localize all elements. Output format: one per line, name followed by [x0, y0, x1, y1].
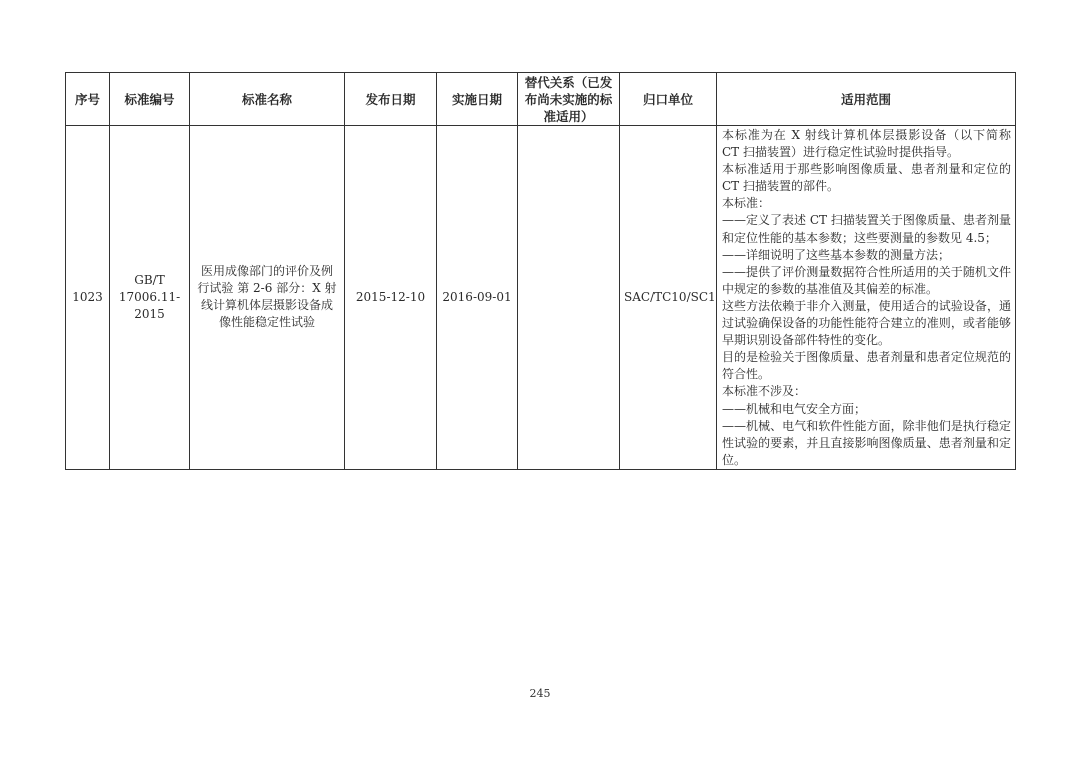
- scope-paragraph: 本标准不涉及：: [722, 384, 807, 399]
- header-scope: 适用范围: [717, 73, 1016, 126]
- header-std-no: 标准编号: [110, 73, 190, 126]
- header-std-name: 标准名称: [190, 73, 345, 126]
- scope-paragraph: ——定义了表述 CT 扫描装置关于图像质量、患者剂量和定位性能的基本参数；这些要测量的参数见 4.5；: [722, 213, 1011, 245]
- scope-paragraph: 这些方法依赖于非介入测量，使用适合的试验设备，通过试验确保设备的功能性能符合建立的准则，或者能够早期识别设备部件特性的变化。: [722, 298, 1011, 348]
- page-number: 245: [529, 687, 551, 700]
- scope-paragraph: ——详细说明了这些基本参数的测量方法；: [722, 247, 951, 262]
- scope-paragraph: ——机械、电气和软件性能方面，除非他们是执行稳定性试验的要素，并且直接影响图像质量、患者剂量和定位。: [722, 418, 1011, 467]
- scope-paragraph: ——提供了评价测量数据符合性所适用的关于随机文件中规定的参数的基准值及其偏差的标准。: [722, 264, 1011, 296]
- scope-paragraph: ——机械和电气安全方面；: [722, 401, 867, 416]
- cell-std-no: GB/T 17006.11-2015: [110, 126, 190, 470]
- table-row: [66, 126, 1016, 470]
- cell-publish-date: 2015-12-10: [345, 126, 437, 470]
- header-publish-date: 发布日期: [345, 73, 437, 126]
- standards-table: [65, 72, 1016, 470]
- scope-paragraph: 本标准为在 X 射线计算机体层摄影设备（以下简称 CT 扫描装置）进行稳定性试验时提供指导。: [722, 128, 1011, 160]
- scope-paragraph: 本标准：: [722, 196, 771, 211]
- cell-unit: SAC/TC10/SC1: [620, 126, 717, 470]
- header-seq: 序号: [66, 73, 110, 126]
- scope-paragraph: 本标准适用于那些影响图像质量、患者剂量和定位的 CT 扫描装置的部件。: [722, 162, 1011, 194]
- table-header-row: [66, 73, 1016, 126]
- cell-effective-date: 2016-09-01: [437, 126, 518, 470]
- cell-seq: 1023: [66, 126, 110, 470]
- cell-std-name: 医用成像部门的评价及例行试验 第 2-6 部分：X 射线计算机体层摄影设备成像性能稳定性试验: [190, 126, 345, 470]
- cell-replace: [518, 126, 620, 470]
- header-unit: 归口单位: [620, 73, 717, 126]
- header-replace: 替代关系（已发布尚未实施的标准适用）: [518, 73, 620, 126]
- header-effective-date: 实施日期: [437, 73, 518, 126]
- cell-scope: [717, 126, 1016, 470]
- scope-paragraph: 目的是检验关于图像质量、患者剂量和患者定位规范的符合性。: [722, 350, 1011, 382]
